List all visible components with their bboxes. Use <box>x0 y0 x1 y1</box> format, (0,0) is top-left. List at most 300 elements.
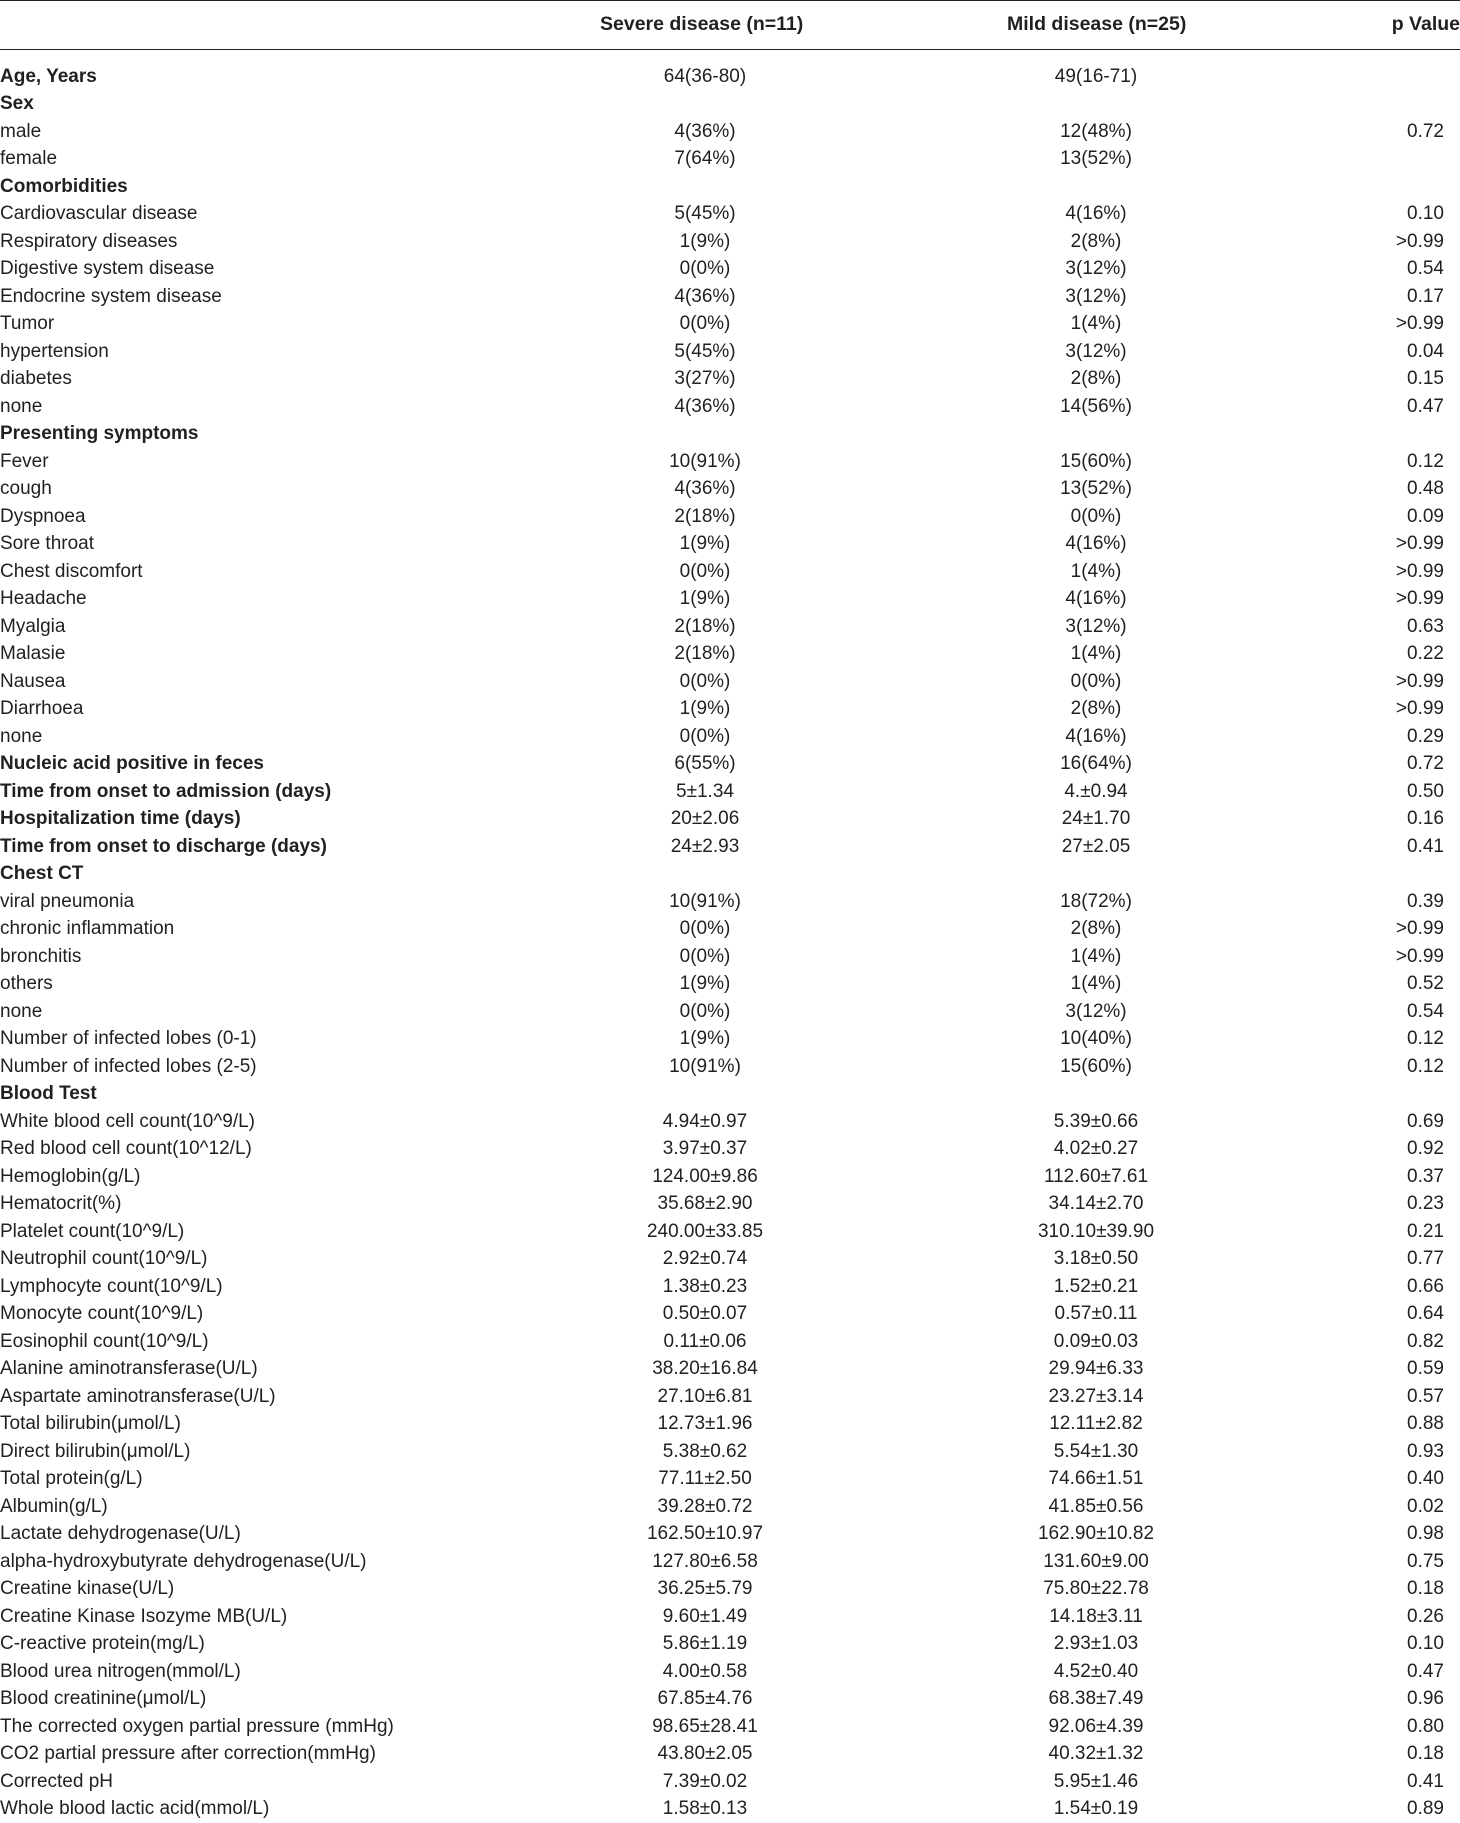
row-label: alpha-hydroxybutyrate dehydrogenase(U/L) <box>0 1550 367 1572</box>
p-value: >0.99 <box>1395 588 1444 609</box>
row-label: Total protein(g/L) <box>0 1468 143 1489</box>
severe-value: 10(91%) <box>669 1055 741 1077</box>
p-value: 0.54 <box>1407 258 1444 279</box>
row-label: Comorbidities <box>0 175 128 197</box>
row-label: Blood creatinine(μmol/L) <box>0 1688 207 1709</box>
row-label: Number of infected lobes (0-1) <box>0 1028 257 1049</box>
mild-value: 3(12%) <box>1065 340 1127 362</box>
p-value: 0.12 <box>1407 1028 1444 1049</box>
p-value: 0.16 <box>1407 808 1444 829</box>
p-value: 0.77 <box>1407 1248 1444 1269</box>
table-row <box>0 1548 1460 1576</box>
mild-value: 16(64%) <box>1060 753 1132 774</box>
table-row <box>0 998 1460 1026</box>
table-row <box>0 1410 1460 1438</box>
p-value: 0.92 <box>1407 1138 1444 1159</box>
p-value: 0.41 <box>1407 1770 1444 1792</box>
table-row <box>0 1218 1460 1246</box>
table-row <box>0 1080 1460 1108</box>
mild-value: 4.±0.94 <box>1064 780 1128 802</box>
row-label: Cardiovascular disease <box>0 203 198 224</box>
row-label: Alanine aminotransferase(U/L) <box>0 1358 258 1379</box>
severe-value: 0(0%) <box>679 1000 731 1022</box>
table-row <box>0 695 1460 723</box>
mild-value: 2(8%) <box>1070 368 1122 389</box>
row-label: The corrected oxygen partial pressure (mmHg) <box>0 1715 394 1737</box>
row-label: Tumor <box>0 313 55 334</box>
table-body <box>0 63 1460 1823</box>
table-row <box>0 1493 1460 1521</box>
p-value: 0.50 <box>1407 780 1444 802</box>
mild-value: 5.39±0.66 <box>1053 1110 1139 1132</box>
mild-value: 3(12%) <box>1065 258 1127 279</box>
mild-value: 68.38±7.49 <box>1048 1688 1144 1709</box>
mild-value: 15(60%) <box>1060 450 1132 472</box>
mild-value: 4(16%) <box>1065 533 1127 554</box>
row-label: Neutrophil count(10^9/L) <box>0 1248 208 1269</box>
row-label: Endocrine system disease <box>0 285 222 307</box>
row-label: Time from onset to discharge (days) <box>0 835 327 857</box>
severe-value: 4.00±0.58 <box>662 1660 748 1682</box>
table-row <box>0 1190 1460 1218</box>
p-value: 0.75 <box>1407 1550 1444 1572</box>
mild-value: 162.90±10.82 <box>1037 1523 1155 1544</box>
p-value: >0.99 <box>1395 230 1444 252</box>
row-label: diabetes <box>0 368 72 389</box>
mild-value: 1(4%) <box>1070 560 1122 582</box>
mild-value: 2(8%) <box>1070 698 1122 719</box>
row-label: Fever <box>0 450 49 472</box>
row-label: Headache <box>0 588 87 609</box>
table-row <box>0 365 1460 393</box>
severe-value: 4.94±0.97 <box>662 1110 748 1132</box>
row-label: Nausea <box>0 670 66 692</box>
p-value: >0.99 <box>1395 670 1444 692</box>
mild-value: 131.60±9.00 <box>1043 1550 1149 1572</box>
table-header <box>0 0 1460 50</box>
table-row <box>0 1135 1460 1163</box>
table-row <box>0 530 1460 558</box>
p-value: 0.17 <box>1407 285 1444 307</box>
severe-value: 4(36%) <box>674 478 736 499</box>
severe-value: 64(36-80) <box>663 65 747 87</box>
severe-value: 0(0%) <box>679 670 731 692</box>
severe-value: 6(55%) <box>674 753 736 774</box>
mild-value: 10(40%) <box>1060 1028 1132 1049</box>
severe-value: 7.39±0.02 <box>662 1770 748 1792</box>
table-row <box>0 915 1460 943</box>
table-row <box>0 1795 1460 1823</box>
row-label: Presenting symptoms <box>0 423 199 444</box>
row-label: Creatine Kinase Isozyme MB(U/L) <box>0 1605 288 1627</box>
severe-value: 127.80±6.58 <box>652 1550 758 1572</box>
p-value: 0.98 <box>1407 1523 1444 1544</box>
table-row <box>0 1603 1460 1631</box>
table-row <box>0 585 1460 613</box>
p-value: 0.29 <box>1407 725 1444 747</box>
table-row <box>0 1245 1460 1273</box>
table-row <box>0 118 1460 146</box>
severe-value: 5.86±1.19 <box>662 1633 748 1654</box>
mild-value: 18(72%) <box>1060 890 1132 912</box>
p-value: 0.18 <box>1407 1743 1444 1764</box>
p-value: 0.26 <box>1407 1605 1444 1627</box>
p-value: 0.66 <box>1407 1275 1444 1297</box>
mild-value: 2.93±1.03 <box>1053 1633 1139 1654</box>
row-label: Malasie <box>0 643 66 664</box>
row-label: Chest CT <box>0 863 84 884</box>
table-row <box>0 1575 1460 1603</box>
severe-value: 12.73±1.96 <box>657 1413 753 1434</box>
table-row <box>0 90 1460 118</box>
row-label: White blood cell count(10^9/L) <box>0 1110 255 1132</box>
table-row <box>0 145 1460 173</box>
table-row <box>0 1053 1460 1081</box>
mild-value: 5.95±1.46 <box>1053 1770 1139 1792</box>
p-value: 0.22 <box>1407 643 1444 664</box>
severe-value: 10(91%) <box>669 890 741 912</box>
table-row <box>0 200 1460 228</box>
mild-value: 75.80±22.78 <box>1043 1578 1149 1599</box>
table-row <box>0 860 1460 888</box>
p-value: 0.69 <box>1407 1110 1444 1132</box>
row-label: Direct bilirubin(μmol/L) <box>0 1440 191 1462</box>
table-row <box>0 1740 1460 1768</box>
table-row <box>0 503 1460 531</box>
severe-value: 1(9%) <box>679 533 731 554</box>
severe-value: 2(18%) <box>674 615 736 637</box>
table-row <box>0 1025 1460 1053</box>
row-label: Sore throat <box>0 533 94 554</box>
row-label: Hematocrit(%) <box>0 1193 122 1214</box>
mild-value: 74.66±1.51 <box>1048 1468 1144 1489</box>
row-label: Monocyte count(10^9/L) <box>0 1303 204 1324</box>
table-row <box>0 1685 1460 1713</box>
p-value: 0.48 <box>1407 478 1444 499</box>
severe-value: 5±1.34 <box>676 780 734 802</box>
severe-value: 0(0%) <box>679 560 731 582</box>
severe-value: 35.68±2.90 <box>657 1193 753 1214</box>
row-label: female <box>0 148 58 169</box>
header-p-value: p Value <box>1391 13 1460 35</box>
mild-value: 1.52±0.21 <box>1053 1275 1139 1297</box>
table-row <box>0 393 1460 421</box>
p-value: 0.41 <box>1407 835 1444 857</box>
mild-value: 4(16%) <box>1065 725 1127 747</box>
row-label: Respiratory diseases <box>0 230 178 252</box>
severe-value: 1(9%) <box>679 1028 731 1049</box>
row-label: CO2 partial pressure after correction(mmHg) <box>0 1743 376 1764</box>
mild-value: 27±2.05 <box>1061 835 1131 857</box>
table-row <box>0 1768 1460 1796</box>
severe-value: 0(0%) <box>679 945 731 967</box>
severe-value: 3.97±0.37 <box>662 1138 748 1159</box>
p-value: 0.54 <box>1407 1000 1444 1022</box>
row-label: Red blood cell count(10^12/L) <box>0 1138 252 1159</box>
row-label: Blood urea nitrogen(mmol/L) <box>0 1660 241 1682</box>
table-row <box>0 970 1460 998</box>
mild-value: 2(8%) <box>1070 230 1122 252</box>
severe-value: 0(0%) <box>679 918 731 939</box>
table-row <box>0 338 1460 366</box>
mild-value: 4(16%) <box>1065 588 1127 609</box>
severe-value: 4(36%) <box>674 120 736 142</box>
mild-value: 310.10±39.90 <box>1037 1220 1155 1242</box>
p-value: 0.12 <box>1407 450 1444 472</box>
p-value: 0.09 <box>1407 505 1444 527</box>
severe-value: 3(27%) <box>674 368 736 389</box>
table-row <box>0 558 1460 586</box>
p-value: 0.47 <box>1407 1660 1444 1682</box>
mild-value: 5.54±1.30 <box>1053 1440 1139 1462</box>
p-value: 0.82 <box>1407 1330 1444 1352</box>
table-row <box>0 1658 1460 1686</box>
mild-value: 34.14±2.70 <box>1048 1193 1144 1214</box>
p-value: 0.93 <box>1407 1440 1444 1462</box>
mild-value: 29.94±6.33 <box>1048 1358 1144 1379</box>
mild-value: 14.18±3.11 <box>1049 1605 1143 1627</box>
severe-value: 39.28±0.72 <box>657 1495 753 1517</box>
severe-value: 4(36%) <box>674 285 736 307</box>
row-label: none <box>0 725 43 747</box>
p-value: 0.23 <box>1407 1193 1444 1214</box>
table-row <box>0 63 1460 91</box>
row-label: Eosinophil count(10^9/L) <box>0 1330 209 1352</box>
mild-value: 3(12%) <box>1065 1000 1127 1022</box>
p-value: 0.72 <box>1407 120 1444 142</box>
mild-value: 23.27±3.14 <box>1048 1385 1144 1407</box>
severe-value: 162.50±10.97 <box>646 1523 764 1544</box>
p-value: 0.39 <box>1407 890 1444 912</box>
table-row <box>0 310 1460 338</box>
p-value: 0.02 <box>1407 1495 1444 1517</box>
table-row <box>0 1163 1460 1191</box>
severe-value: 1(9%) <box>679 230 731 252</box>
severe-value: 1(9%) <box>679 973 731 994</box>
mild-value: 12.11±2.82 <box>1049 1413 1143 1434</box>
table-row <box>0 228 1460 256</box>
mild-value: 2(8%) <box>1070 918 1122 939</box>
header-mild-disease: Mild disease (n=25) <box>1007 13 1187 35</box>
severe-value: 5(45%) <box>674 340 736 362</box>
table-row <box>0 613 1460 641</box>
row-label: Nucleic acid positive in feces <box>0 753 264 774</box>
row-label: C-reactive protein(mg/L) <box>0 1633 205 1654</box>
table-row <box>0 1520 1460 1548</box>
table-row <box>0 448 1460 476</box>
p-value: >0.99 <box>1395 698 1444 719</box>
severe-value: 1(9%) <box>679 698 731 719</box>
row-label: Number of infected lobes (2-5) <box>0 1055 257 1077</box>
row-label: Diarrhoea <box>0 698 84 719</box>
mild-value: 12(48%) <box>1060 120 1132 142</box>
table-row <box>0 1108 1460 1136</box>
row-label: Dyspnoea <box>0 505 86 527</box>
table-row <box>0 778 1460 806</box>
p-value: 0.10 <box>1407 203 1444 224</box>
table-row <box>0 668 1460 696</box>
p-value: 0.15 <box>1407 368 1444 389</box>
mild-value: 1(4%) <box>1070 973 1122 994</box>
row-label: Myalgia <box>0 615 66 637</box>
p-value: 0.64 <box>1407 1303 1444 1324</box>
p-value: 0.21 <box>1407 1220 1444 1242</box>
table-row <box>0 1465 1460 1493</box>
row-label: Albumin(g/L) <box>0 1495 108 1517</box>
row-label: bronchitis <box>0 945 82 967</box>
severe-value: 1(9%) <box>679 588 731 609</box>
table-row <box>0 640 1460 668</box>
severe-value: 0.50±0.07 <box>662 1303 748 1324</box>
severe-value: 240.00±33.85 <box>646 1220 764 1242</box>
mild-value: 49(16-71) <box>1054 65 1138 87</box>
row-label: Lactate dehydrogenase(U/L) <box>0 1523 241 1544</box>
severe-value: 0(0%) <box>679 725 731 747</box>
severe-value: 9.60±1.49 <box>662 1605 748 1627</box>
p-value: 0.18 <box>1407 1578 1444 1599</box>
mild-value: 3(12%) <box>1065 285 1127 307</box>
severe-value: 10(91%) <box>669 450 741 472</box>
p-value: 0.12 <box>1407 1055 1444 1077</box>
table-row <box>0 750 1460 778</box>
p-value: 0.40 <box>1407 1468 1444 1489</box>
severe-value: 67.85±4.76 <box>657 1688 753 1709</box>
mild-value: 1(4%) <box>1070 313 1122 334</box>
mild-value: 13(52%) <box>1060 148 1132 169</box>
severe-value: 20±2.06 <box>670 808 740 829</box>
p-value: 0.10 <box>1407 1633 1444 1654</box>
table-row <box>0 420 1460 448</box>
table-row <box>0 723 1460 751</box>
row-label: Whole blood lactic acid(mmol/L) <box>0 1798 270 1819</box>
p-value: 0.88 <box>1407 1413 1444 1434</box>
severe-value: 7(64%) <box>674 148 736 169</box>
mild-value: 4(16%) <box>1065 203 1127 224</box>
row-label: Age, Years <box>0 65 97 87</box>
row-label: Total bilirubin(μmol/L) <box>0 1413 181 1434</box>
p-value: >0.99 <box>1395 313 1444 334</box>
mild-value: 112.60±7.61 <box>1043 1165 1149 1187</box>
table-row <box>0 1300 1460 1328</box>
row-label: Aspartate aminotransferase(U/L) <box>0 1385 276 1407</box>
mild-value: 92.06±4.39 <box>1048 1715 1144 1737</box>
row-label: Platelet count(10^9/L) <box>0 1220 185 1242</box>
severe-value: 77.11±2.50 <box>658 1468 752 1489</box>
table-row <box>0 255 1460 283</box>
table-row <box>0 1328 1460 1356</box>
row-label: Hospitalization time (days) <box>0 808 241 829</box>
severe-value: 5(45%) <box>674 203 736 224</box>
mild-value: 0(0%) <box>1070 670 1122 692</box>
row-label: Creatine kinase(U/L) <box>0 1578 175 1599</box>
row-label: Sex <box>0 93 34 114</box>
table-row <box>0 805 1460 833</box>
p-value: 0.80 <box>1407 1715 1444 1737</box>
severe-value: 5.38±0.62 <box>662 1440 748 1462</box>
severe-value: 38.20±16.84 <box>652 1358 758 1379</box>
row-label: none <box>0 395 43 417</box>
mild-value: 4.02±0.27 <box>1053 1138 1139 1159</box>
table-row <box>0 173 1460 201</box>
severe-value: 43.80±2.05 <box>657 1743 753 1764</box>
p-value: >0.99 <box>1395 918 1444 939</box>
mild-value: 0.57±0.11 <box>1054 1303 1138 1324</box>
p-value: 0.59 <box>1407 1358 1444 1379</box>
table-row <box>0 1355 1460 1383</box>
table-row <box>0 833 1460 861</box>
header-severe-disease: Severe disease (n=11) <box>600 13 804 35</box>
mild-value: 13(52%) <box>1060 478 1132 499</box>
mild-value: 3.18±0.50 <box>1053 1248 1139 1269</box>
table-row <box>0 1713 1460 1741</box>
mild-value: 15(60%) <box>1060 1055 1132 1077</box>
mild-value: 1.54±0.19 <box>1053 1798 1139 1819</box>
p-value: 0.63 <box>1407 615 1444 637</box>
severe-value: 24±2.93 <box>670 835 740 857</box>
row-label: Blood Test <box>0 1083 97 1104</box>
p-value: 0.96 <box>1407 1688 1444 1709</box>
severe-value: 4(36%) <box>674 395 736 417</box>
row-label: Chest discomfort <box>0 560 143 582</box>
table-row <box>0 943 1460 971</box>
table-row <box>0 1383 1460 1411</box>
table-row <box>0 1273 1460 1301</box>
severe-value: 2.92±0.74 <box>662 1248 748 1269</box>
severe-value: 27.10±6.81 <box>657 1385 753 1407</box>
p-value: 0.37 <box>1407 1165 1444 1187</box>
p-value: 0.47 <box>1407 395 1444 417</box>
mild-value: 3(12%) <box>1065 615 1127 637</box>
row-label: Corrected pH <box>0 1770 113 1792</box>
p-value: 0.72 <box>1407 753 1444 774</box>
row-label: Digestive system disease <box>0 258 215 279</box>
mild-value: 14(56%) <box>1060 395 1132 417</box>
p-value: >0.99 <box>1395 945 1444 967</box>
row-label: viral pneumonia <box>0 890 135 912</box>
severe-value: 124.00±9.86 <box>652 1165 758 1187</box>
table-row <box>0 1438 1460 1466</box>
severe-value: 36.25±5.79 <box>657 1578 753 1599</box>
p-value: 0.04 <box>1407 340 1444 362</box>
row-label: male <box>0 120 42 142</box>
mild-value: 1(4%) <box>1070 945 1122 967</box>
severe-value: 1.58±0.13 <box>662 1798 748 1819</box>
mild-value: 41.85±0.56 <box>1048 1495 1144 1517</box>
mild-value: 40.32±1.32 <box>1048 1743 1144 1764</box>
severe-value: 0(0%) <box>679 258 731 279</box>
row-label: hypertension <box>0 340 109 362</box>
mild-value: 0.09±0.03 <box>1053 1330 1139 1352</box>
table-row <box>0 888 1460 916</box>
row-label: Time from onset to admission (days) <box>0 780 332 802</box>
p-value: >0.99 <box>1395 560 1444 582</box>
severe-value: 1.38±0.23 <box>662 1275 748 1297</box>
severe-value: 0(0%) <box>679 313 731 334</box>
table-row <box>0 283 1460 311</box>
p-value: >0.99 <box>1395 533 1444 554</box>
row-label: others <box>0 973 53 994</box>
mild-value: 24±1.70 <box>1061 808 1131 829</box>
severe-value: 0.11±0.06 <box>663 1330 747 1352</box>
mild-value: 4.52±0.40 <box>1053 1660 1139 1682</box>
table-row <box>0 475 1460 503</box>
row-label: Hemoglobin(g/L) <box>0 1165 141 1187</box>
table-row <box>0 1630 1460 1658</box>
row-label: chronic inflammation <box>0 918 175 939</box>
mild-value: 0(0%) <box>1070 505 1122 527</box>
p-value: 0.57 <box>1407 1385 1444 1407</box>
row-label: none <box>0 1000 43 1022</box>
